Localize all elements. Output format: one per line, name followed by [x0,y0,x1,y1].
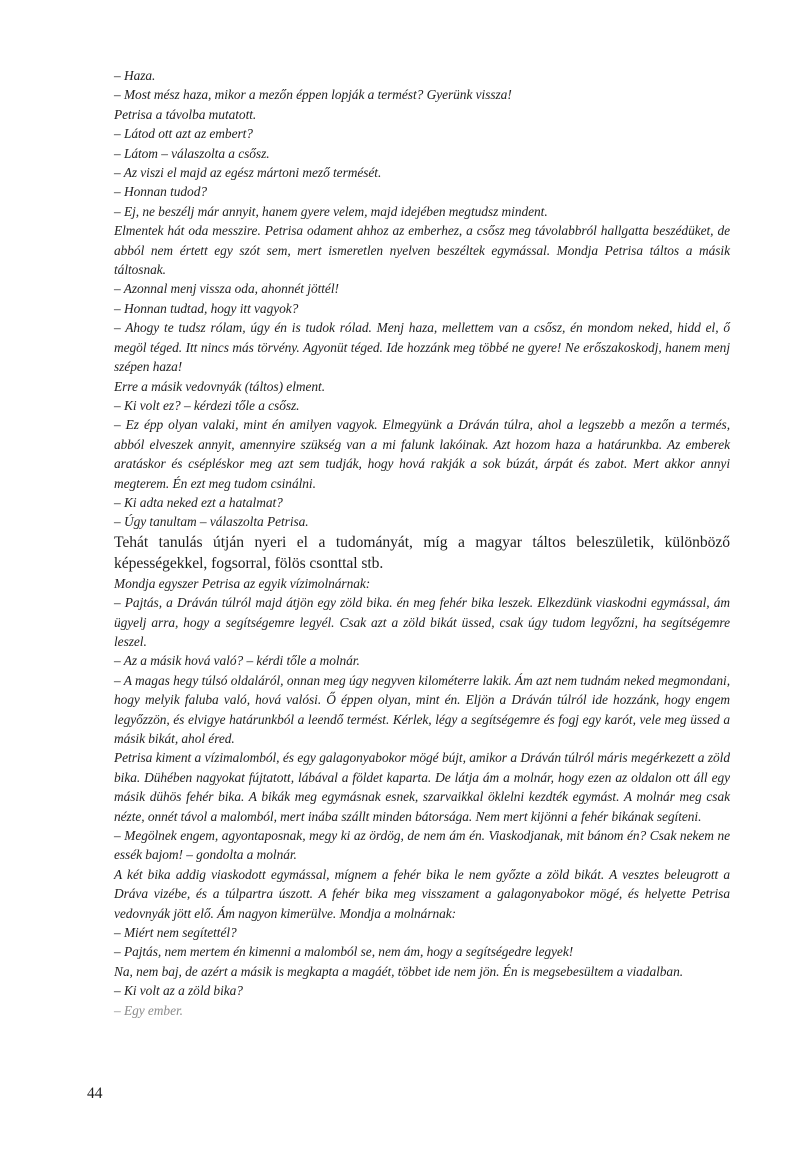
paragraph: – Pajtás, nem mertem én kimenni a malomból se, nem ám, hogy a segítségedre legyek! [114,944,574,960]
paragraph: – Megölnek engem, agyontaposnak, megy ki az ördög, de nem ám én. Viaskodjanak, mit bánom én? Csak nekem ne essék bajom! – gondolta a molnár. [114,828,730,863]
paragraph: – Az a másik hová való? – kérdi tőle a molnár. [114,653,360,669]
paragraph: Na, nem baj, de azért a másik is megkapta a magáét, többet ide nem jön. Én is megsebesültem a viadalban. [114,963,684,979]
paragraph: Petrisa a távolba mutatott. [114,106,257,122]
paragraph: – Ahogy te tudsz rólam, úgy én is tudok rólad. Menj haza, mellettem van a csősz, én mondom neked, hidd el, ő megöl téged. Itt nincs más törvény. Agyonüt téged. Ide hozzánk meg többé ne gyere! Ne erőszakoskodj, hanem menj szépen haza! [114,320,730,375]
paragraph: – Pajtás, a Dráván túlról majd átjön egy zöld bika. én meg fehér bika leszek. Elkezdünk viaskodni egymással, ám ügyelj arra, hogy a segítségemre legyél. Csak azt a zöld bikát üssed, csak úgy tudom legyőzni, ha segítségemre leszel. [114,595,730,649]
paragraph: – Egy ember. [114,1002,183,1018]
paragraph: – Most mész haza, mikor a mezőn éppen lopják a termést? Gyerünk vissza! [114,87,512,103]
paragraph: – A magas hegy túlsó oldaláról, onnan meg úgy negyven kilométerre lakik. Ám azt nem tudnám neked megmondani, hogy melyik faluba való, hová valósi. Ő éppen olyan, mint én. Eljön a Dráván túlról ide hozzánk, hogy engem legyőzzön, és elvigye határunkból a leendő termést. Kérlek, légy a segítségemre és fogj egy karót, vele meg üssed a másik bikát, ahol éred. [114,672,730,746]
paragraph: – Az viszi el majd az egész mártoni mező termését. [114,165,382,181]
body-text [114,66,730,1020]
paragraph: – Úgy tanultam – válaszolta Petrisa. [114,514,309,530]
paragraph: – Honnan tudod? [114,184,207,200]
paragraph: – Azonnal menj vissza oda, ahonnét jöttél! [114,281,339,297]
paragraph: – Miért nem segítettél? [114,925,237,941]
paragraph: A két bika addig viaskodott egymással, mígnem a fehér bika le nem győzte a zöld bikát. A vesztes beleugrott a Dráva vizébe, és a túlpartra úszott. A fehér bika meg visszament a galagonyabokor mögé, és helyette Petrisa vedovnyák jött elő. Ám nagyon kimerülve. Mondja a molnárnak: [114,866,730,921]
paragraph: – Ki volt az a zöld bika? [114,983,243,999]
paragraph: – Ki volt ez? – kérdezi tőle a csősz. [114,397,300,413]
paragraph: – Haza. [114,68,156,83]
page-number: 44 [87,1085,103,1102]
paragraph: – Látod ott azt az embert? [114,126,253,142]
paragraph: – Ki adta neked ezt a hatalmat? [114,494,283,510]
paragraph: – Látom – válaszolta a csősz. [114,145,270,161]
paragraph: Petrisa kiment a vízimalomból, és egy galagonyabokor mögé bújt, amikor a Dráván túlról máris megérkezett a zöld bika. Dühében nagyokat fújtatott, lábával a földet kaparta. De látja ám a molnár, hogy ezen az oldalon ott áll egy másik dühös fehér bika. A bikák meg egymásnak esnek, szarvaikkal öklelni kezdték egymást. A molnár meg csak nézte, onnét távol a malomból, mert inába szállt minden bátorsága. Nem mert kijönni a fehér bikának segíteni. [114,750,730,824]
paragraph: Erre a másik vedovnyák (táltos) elment. [114,378,325,394]
author-commentary: Tehát tanulás útján nyeri el a tudományát, míg a magyar táltos beleszületik, különböző képességekkel, fogsorral, fölös csonttal stb. [114,533,730,572]
paragraph: Elmentek hát oda messzire. Petrisa odament ahhoz az emberhez, a csősz meg távolabbról hallgatta beszédüket, de abból nem értett egy szót sem, mert ismeretlen nyelven beszéltek egymással. Mondja Petrisa táltos a másik táltosnak. [114,223,730,278]
paragraph: – Honnan tudtad, hogy itt vagyok? [114,300,299,316]
paragraph: Mondja egyszer Petrisa az egyik vízimolnárnak: [114,575,371,591]
paragraph: – Ej, ne beszélj már annyit, hanem gyere velem, majd idejében megtudsz mindent. [114,203,548,219]
paragraph: – Ez épp olyan valaki, mint én amilyen vagyok. Elmegyünk a Dráván túlra, ahol a legszebb a mezőn a termés, abból elveszek annyit, amennyire szükség van a mi falunk lakóinak. Azt hozom haza a határunkba. Az emberek aratáskor és csépléskor meg azt sem tudják, hogy hová rakják a sok búzát, árpát és zabot. Mert akkor annyi megterem. Én ezt meg tudom csinálni. [114,417,730,491]
